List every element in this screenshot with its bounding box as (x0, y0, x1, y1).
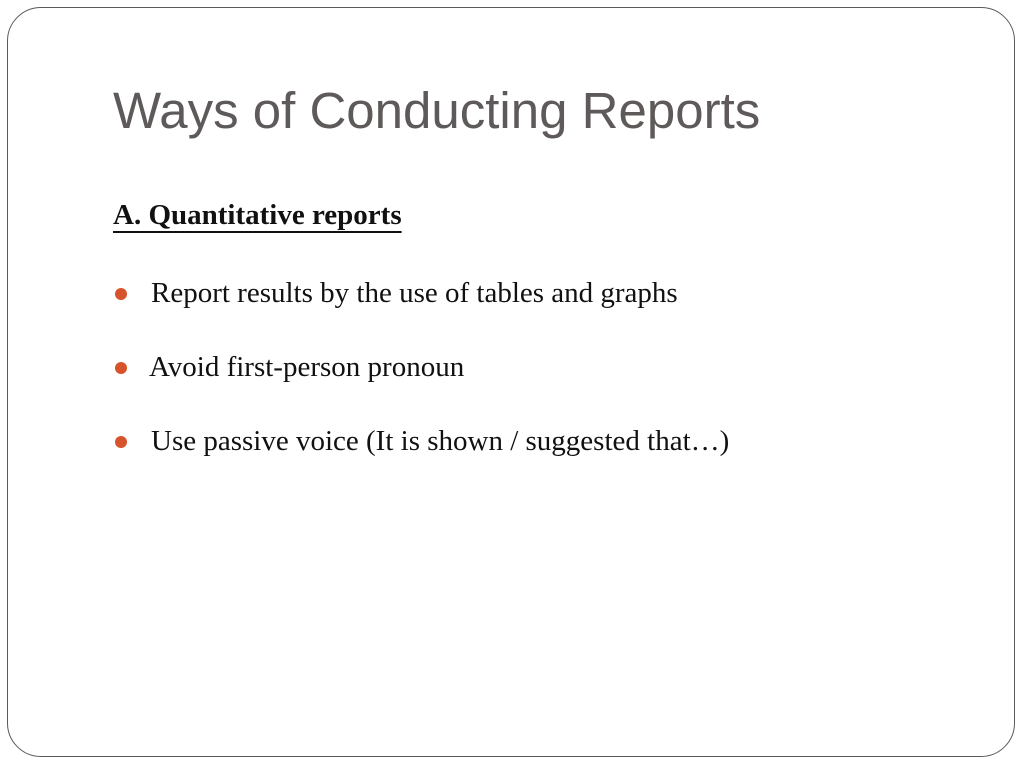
bullet-dot-icon (115, 288, 127, 300)
bullet-dot-icon (115, 362, 127, 374)
bullet-text: Avoid first-person pronoun (149, 351, 465, 383)
slide-title: Ways of Conducting Reports (113, 82, 761, 139)
bullet-text: Use passive voice (It is shown / suggested that…) (151, 425, 730, 457)
section-heading: A. Quantitative reports (113, 199, 402, 231)
bullet-text: Report results by the use of tables and graphs (151, 277, 678, 309)
bullet-dot-icon (115, 436, 127, 448)
